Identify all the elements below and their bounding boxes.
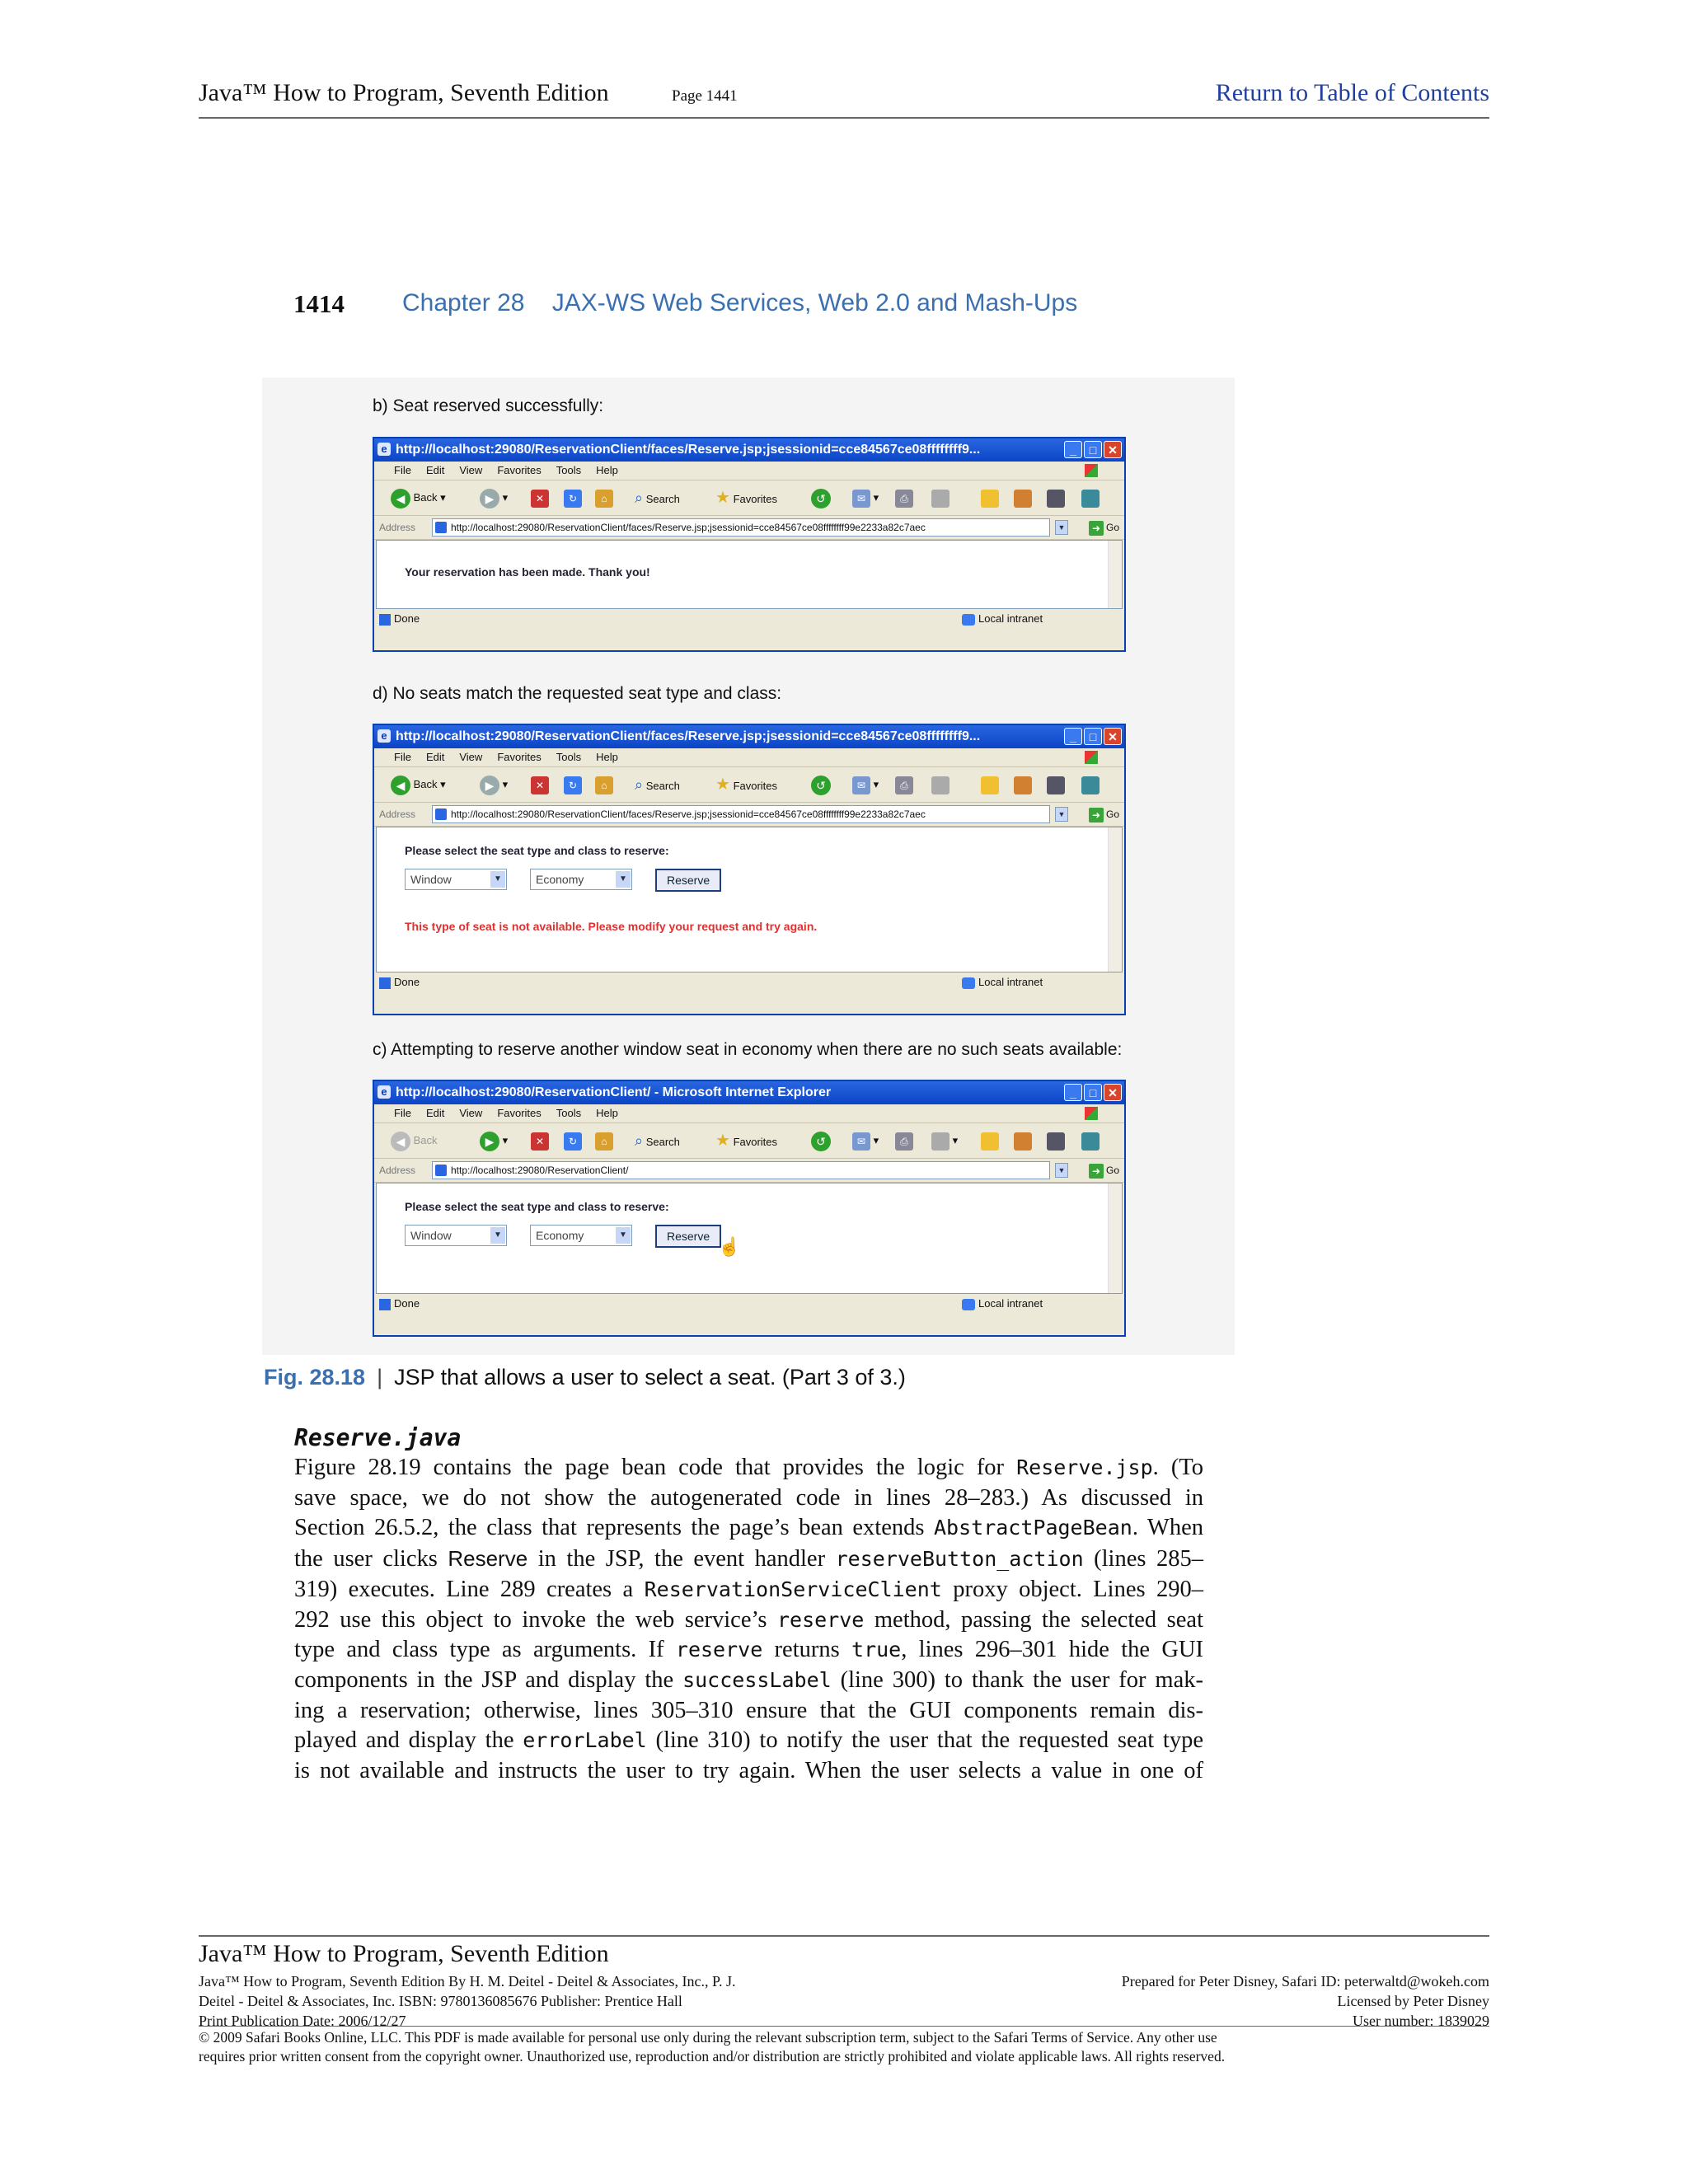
- copyright-line-2: requires prior written consent from the copyright owner. Unauthorized use, reproduction and/or distribution are strictly prohibited and violate applicable laws. All rights reserved.: [199, 2048, 1226, 2064]
- subcaption-d: d) No seats match the requested seat type and class:: [373, 684, 782, 703]
- menu-help[interactable]: Help: [596, 751, 618, 763]
- seat-form: [405, 1225, 741, 1257]
- toolbar: ◀ Back ▶ ▾ ✕ ↻ ⌂ ⌕ Search ★ Favorites ↺ ✉ ▾ ⎙ ▾: [374, 1123, 1124, 1159]
- stop-icon[interactable]: ✕: [531, 776, 549, 794]
- text-line: save space, we do not show the autogenerated code in lines 28–283.) As discussed in: [294, 1484, 1203, 1511]
- search-icon: ⌕: [635, 776, 644, 793]
- history-icon[interactable]: ↺: [811, 776, 831, 795]
- zone-text: Local intranet: [978, 1297, 1043, 1310]
- intranet-icon: [962, 614, 975, 626]
- footer-right-1: Prepared for Peter Disney, Safari ID: peterwaltd@wokeh.com: [1121, 1973, 1489, 1990]
- address-bar: [374, 516, 1124, 540]
- figure-label: Fig. 28.18: [264, 1365, 366, 1390]
- window-title: http://localhost:29080/ReservationClient/faces/Reserve.jsp;jsessionid=cce84567ce08ffffffff9...: [396, 443, 981, 457]
- text-line: the user clicks Reserve in the JSP, the event handler reserveButton_action (lines 285–: [294, 1546, 1203, 1572]
- footer-title: Java™ How to Program, Seventh Edition: [199, 1940, 609, 1967]
- forward-button[interactable]: ▶ ▾: [480, 1130, 508, 1151]
- edit-icon[interactable]: [931, 1132, 950, 1151]
- address-label: Address: [379, 808, 416, 820]
- windows-logo-icon: [1085, 1107, 1098, 1120]
- toolbar: ◀ Back ▾ ▶ ▾ ✕ ↻ ⌂ ⌕ Search ★ Favorites ↺ ✉ ▾ ⎙: [374, 480, 1124, 516]
- forward-arrow-icon: ▶: [480, 489, 499, 509]
- star-icon: ★: [715, 776, 730, 794]
- messenger-icon[interactable]: [1047, 490, 1065, 508]
- footer-right-3: User number: 1839029: [1353, 2013, 1489, 2029]
- page-content: [376, 1183, 1123, 1294]
- toolbar: ◀ Back ▾ ▶ ▾ ✕ ↻ ⌂ ⌕ Search ★ Favorites ↺ ✉ ▾ ⎙: [374, 767, 1124, 803]
- address-input[interactable]: http://localhost:29080/ReservationClient/faces/Reserve.jsp;jsessionid=cce84567ce08ffffffff99e2233a82c7aec: [432, 518, 1050, 537]
- section-title: Reserve.java: [294, 1424, 462, 1451]
- success-message: Your reservation has been made. Thank you!: [405, 565, 650, 579]
- menu-help[interactable]: Help: [596, 1107, 618, 1119]
- text-line: type and class type as arguments. If reserve returns true, lines 296–301 hide the GUI: [294, 1637, 1204, 1663]
- go-arrow-icon: ➜: [1089, 808, 1104, 823]
- text-line: ing a reservation; otherwise, lines 305–310 ensure that the GUI components remain dis-: [294, 1697, 1203, 1723]
- seat-type-select[interactable]: Window ▼: [405, 869, 507, 890]
- back-button[interactable]: ◀ Back: [391, 1130, 438, 1151]
- seat-form: [405, 869, 721, 892]
- menu-file[interactable]: File: [394, 1107, 411, 1119]
- users-icon[interactable]: [1081, 776, 1100, 794]
- stop-icon[interactable]: ✕: [531, 1132, 549, 1151]
- address-bar: [374, 1159, 1124, 1183]
- footer-left-1: Java™ How to Program, Seventh Edition By H. M. Deitel - Deitel & Associates, Inc., P. J.: [199, 1973, 736, 1990]
- intranet-icon: [962, 1299, 975, 1310]
- page-reference: Page 1441: [672, 87, 738, 105]
- error-message: This type of seat is not available. Please modify your request and try again.: [405, 920, 818, 933]
- history-icon[interactable]: ↺: [811, 489, 831, 509]
- go-button[interactable]: ➜ Go: [1089, 1162, 1119, 1179]
- intranet-icon: [962, 977, 975, 989]
- search-button[interactable]: ⌕ Search: [635, 776, 680, 793]
- home-icon[interactable]: ⌂: [595, 1132, 613, 1151]
- seat-class-select[interactable]: Economy ▼: [530, 1225, 632, 1246]
- reserve-button[interactable]: Reserve: [655, 1225, 721, 1248]
- status-text: Done: [394, 1297, 420, 1310]
- footer-rule-2: [199, 2026, 1489, 2027]
- menu-favorites[interactable]: Favorites: [497, 464, 542, 476]
- refresh-icon[interactable]: ↻: [564, 490, 582, 508]
- forward-arrow-icon: ▶: [480, 776, 499, 795]
- title-bar: [374, 438, 1124, 462]
- address-bar: [374, 803, 1124, 827]
- menu-tools[interactable]: Tools: [556, 1107, 582, 1119]
- research-icon[interactable]: [1014, 490, 1032, 508]
- forward-arrow-icon: ▶: [480, 1132, 499, 1151]
- zone-text: Local intranet: [978, 612, 1043, 625]
- page-status-icon: [379, 1299, 391, 1310]
- seat-type-select[interactable]: Window ▼: [405, 1225, 507, 1246]
- mail-icon[interactable]: ✉: [852, 490, 870, 508]
- minimize-icon[interactable]: _: [1064, 441, 1082, 458]
- subcaption-b: b) Seat reserved successfully:: [373, 396, 604, 415]
- text-line: Section 26.5.2, the class that represents the page’s bean extends AbstractPageBean. When: [294, 1515, 1203, 1541]
- search-button[interactable]: ⌕ Search: [635, 1132, 680, 1149]
- back-arrow-icon: ◀: [391, 776, 410, 795]
- page-icon: [435, 1165, 447, 1176]
- title-bar: [374, 1081, 1124, 1104]
- footer-rule: [199, 1935, 1489, 1937]
- chevron-down-icon: ▼: [490, 1227, 505, 1244]
- home-icon[interactable]: ⌂: [595, 776, 613, 794]
- research-icon[interactable]: [1014, 1132, 1032, 1151]
- history-icon[interactable]: ↺: [811, 1132, 831, 1151]
- status-text: Done: [394, 612, 420, 625]
- chevron-down-icon: ▼: [490, 871, 505, 888]
- chapter-title: Chapter 28 JAX-WS Web Services, Web 2.0 and Mash-Ups: [402, 289, 1078, 316]
- folder-icon[interactable]: [981, 1132, 999, 1151]
- scrollbar[interactable]: [1108, 1183, 1122, 1293]
- table-of-contents-link[interactable]: Return to Table of Contents: [1215, 79, 1489, 106]
- seat-class-select[interactable]: Economy ▼: [530, 869, 632, 890]
- maximize-icon[interactable]: □: [1084, 441, 1102, 458]
- book-title: Java™ How to Program, Seventh Edition: [199, 79, 609, 106]
- body-paragraph: [294, 1453, 1203, 1787]
- print-icon[interactable]: ⎙: [895, 776, 913, 794]
- text-line: played and display the errorLabel (line 310) to notify the user that the requested seat type: [294, 1727, 1203, 1754]
- page-status-icon: [379, 614, 391, 626]
- go-arrow-icon: ➜: [1089, 521, 1104, 536]
- seat-prompt: Please select the seat type and class to reserve:: [405, 844, 669, 857]
- window-title: http://localhost:29080/ReservationClient/faces/Reserve.jsp;jsessionid=cce84567ce08ffffffff9...: [396, 729, 981, 743]
- menu-favorites[interactable]: Favorites: [497, 751, 542, 763]
- favorites-button[interactable]: ★ Favorites: [715, 776, 778, 794]
- users-icon[interactable]: [1081, 490, 1100, 508]
- go-arrow-icon: ➜: [1089, 1164, 1104, 1179]
- print-icon[interactable]: ⎙: [895, 490, 913, 508]
- menu-edit[interactable]: Edit: [425, 464, 445, 476]
- forward-button[interactable]: ▶ ▾: [480, 487, 508, 509]
- mail-icon[interactable]: ✉: [852, 776, 870, 794]
- page-icon: [435, 808, 447, 820]
- hand-cursor-icon: ☝: [718, 1236, 741, 1257]
- status-bar: [374, 1294, 1124, 1314]
- back-arrow-icon: ◀: [391, 1132, 410, 1151]
- minimize-icon[interactable]: _: [1064, 1084, 1082, 1101]
- menu-view[interactable]: View: [459, 751, 483, 763]
- copyright-line-1: © 2009 Safari Books Online, LLC. This PDF is made available for personal use only during the relevant subscription term, subject to the Safari Terms of Service. Any other use: [199, 2029, 1217, 2046]
- edit-icon[interactable]: [931, 490, 950, 508]
- menu-favorites[interactable]: Favorites: [497, 1107, 542, 1119]
- maximize-icon[interactable]: □: [1084, 1084, 1102, 1101]
- text-line: 292 use this object to invoke the web service’s reserve method, passing the selected seat: [294, 1606, 1203, 1633]
- menu-file[interactable]: File: [394, 464, 411, 476]
- page-content: [376, 540, 1123, 609]
- edit-icon[interactable]: [931, 776, 950, 794]
- address-label: Address: [379, 522, 416, 533]
- menu-view[interactable]: View: [459, 1107, 483, 1119]
- printed-page-number: 1414: [293, 289, 345, 318]
- menu-view[interactable]: View: [459, 464, 483, 476]
- back-arrow-icon: ◀: [391, 489, 410, 509]
- browser-window-b: [373, 437, 1126, 652]
- text-line: is not available and instructs the user to try again. When the user selects a value in one of: [294, 1758, 1203, 1784]
- back-button[interactable]: ◀ Back ▾: [391, 487, 446, 509]
- footer-right-2: Licensed by Peter Disney: [1337, 1993, 1489, 2009]
- status-bar: [374, 972, 1124, 992]
- star-icon: ★: [715, 489, 730, 507]
- footer-left-3: Print Publication Date: 2006/12/27: [199, 2013, 406, 2029]
- scrollbar[interactable]: [1108, 541, 1122, 608]
- messenger-icon[interactable]: [1047, 776, 1065, 794]
- address-dropdown-icon[interactable]: ▼: [1055, 520, 1068, 535]
- back-button[interactable]: ◀ Back ▾: [391, 774, 446, 795]
- close-icon[interactable]: ✕: [1104, 728, 1122, 745]
- home-icon[interactable]: ⌂: [595, 490, 613, 508]
- close-icon[interactable]: ✕: [1104, 1084, 1122, 1101]
- stop-icon[interactable]: ✕: [531, 490, 549, 508]
- windows-logo-icon: [1085, 751, 1098, 764]
- close-icon[interactable]: ✕: [1104, 441, 1122, 458]
- browser-window-d: [373, 724, 1126, 1015]
- page-icon: [435, 522, 447, 533]
- window-title: http://localhost:29080/ReservationClient/ - Microsoft Internet Explorer: [396, 1085, 832, 1099]
- menu-bar: [374, 1104, 1124, 1123]
- page-content: [376, 827, 1123, 972]
- ie-icon: e: [377, 729, 391, 743]
- subcaption-c: c) Attempting to reserve another window seat in economy when there are no such seats available:: [373, 1040, 1123, 1059]
- research-icon[interactable]: [1014, 776, 1032, 794]
- search-icon: ⌕: [635, 490, 644, 506]
- menu-help[interactable]: Help: [596, 464, 618, 476]
- search-icon: ⌕: [635, 1132, 644, 1149]
- search-button[interactable]: ⌕ Search: [635, 490, 680, 506]
- caption-separator: |: [377, 1365, 383, 1390]
- address-input[interactable]: http://localhost:29080/ReservationClient/faces/Reserve.jsp;jsessionid=cce84567ce08ffffffff99e2233a82c7aec: [432, 805, 1050, 823]
- menu-bar: [374, 462, 1124, 480]
- page-status-icon: [379, 977, 391, 989]
- minimize-icon[interactable]: _: [1064, 728, 1082, 745]
- windows-logo-icon: [1085, 464, 1098, 477]
- menu-tools[interactable]: Tools: [556, 464, 582, 476]
- status-bar: [374, 609, 1124, 629]
- seat-prompt: Please select the seat type and class to reserve:: [405, 1200, 669, 1213]
- address-label: Address: [379, 1165, 416, 1176]
- chevron-down-icon: ▼: [616, 1227, 631, 1244]
- users-icon[interactable]: [1081, 1132, 1100, 1151]
- text-line: 319) executes. Line 289 creates a ReservationServiceClient proxy object. Lines 290–: [294, 1576, 1203, 1602]
- status-text: Done: [394, 976, 420, 988]
- maximize-icon[interactable]: □: [1084, 728, 1102, 745]
- ie-icon: e: [377, 443, 391, 456]
- menu-bar: [374, 748, 1124, 767]
- page-header: [199, 79, 1489, 119]
- zone-text: Local intranet: [978, 976, 1043, 988]
- scrollbar[interactable]: [1108, 827, 1122, 972]
- browser-window-c: [373, 1080, 1126, 1337]
- favorites-button[interactable]: ★ Favorites: [715, 1132, 778, 1150]
- menu-edit[interactable]: Edit: [425, 1107, 445, 1119]
- refresh-icon[interactable]: ↻: [564, 776, 582, 794]
- refresh-icon[interactable]: ↻: [564, 1132, 582, 1151]
- favorites-button[interactable]: ★ Favorites: [715, 489, 778, 507]
- messenger-icon[interactable]: [1047, 1132, 1065, 1151]
- forward-button[interactable]: ▶ ▾: [480, 774, 508, 795]
- menu-tools[interactable]: Tools: [556, 751, 582, 763]
- address-input[interactable]: http://localhost:29080/ReservationClient/: [432, 1161, 1050, 1179]
- star-icon: ★: [715, 1132, 730, 1150]
- address-dropdown-icon[interactable]: ▼: [1055, 807, 1068, 822]
- figure-caption: [264, 1365, 906, 1390]
- menu-edit[interactable]: Edit: [425, 751, 445, 763]
- figure-panel: [262, 377, 1235, 1355]
- mail-icon[interactable]: ✉: [852, 1132, 870, 1151]
- menu-file[interactable]: File: [394, 751, 411, 763]
- reserve-button[interactable]: Reserve: [655, 869, 721, 892]
- footer-left-2: Deitel - Deitel & Associates, Inc. ISBN: 9780136085676 Publisher: Prentice Hall: [199, 1993, 682, 2009]
- print-icon[interactable]: ⎙: [895, 1132, 913, 1151]
- text-line: Figure 28.19 contains the page bean code that provides the logic for Reserve.jsp. (To: [294, 1455, 1203, 1480]
- figure-caption-text: JSP that allows a user to select a seat. (Part 3 of 3.): [394, 1365, 906, 1390]
- ie-icon: e: [377, 1085, 391, 1099]
- title-bar: [374, 725, 1124, 748]
- folder-icon[interactable]: [981, 490, 999, 508]
- text-line: components in the JSP and display the successLabel (line 300) to thank the user for mak-: [294, 1666, 1203, 1693]
- page-footer: [199, 1935, 1489, 2067]
- chevron-down-icon: ▼: [616, 871, 631, 888]
- go-button[interactable]: ➜ Go: [1089, 806, 1119, 823]
- go-button[interactable]: ➜ Go: [1089, 519, 1119, 536]
- address-dropdown-icon[interactable]: ▼: [1055, 1163, 1068, 1178]
- folder-icon[interactable]: [981, 776, 999, 794]
